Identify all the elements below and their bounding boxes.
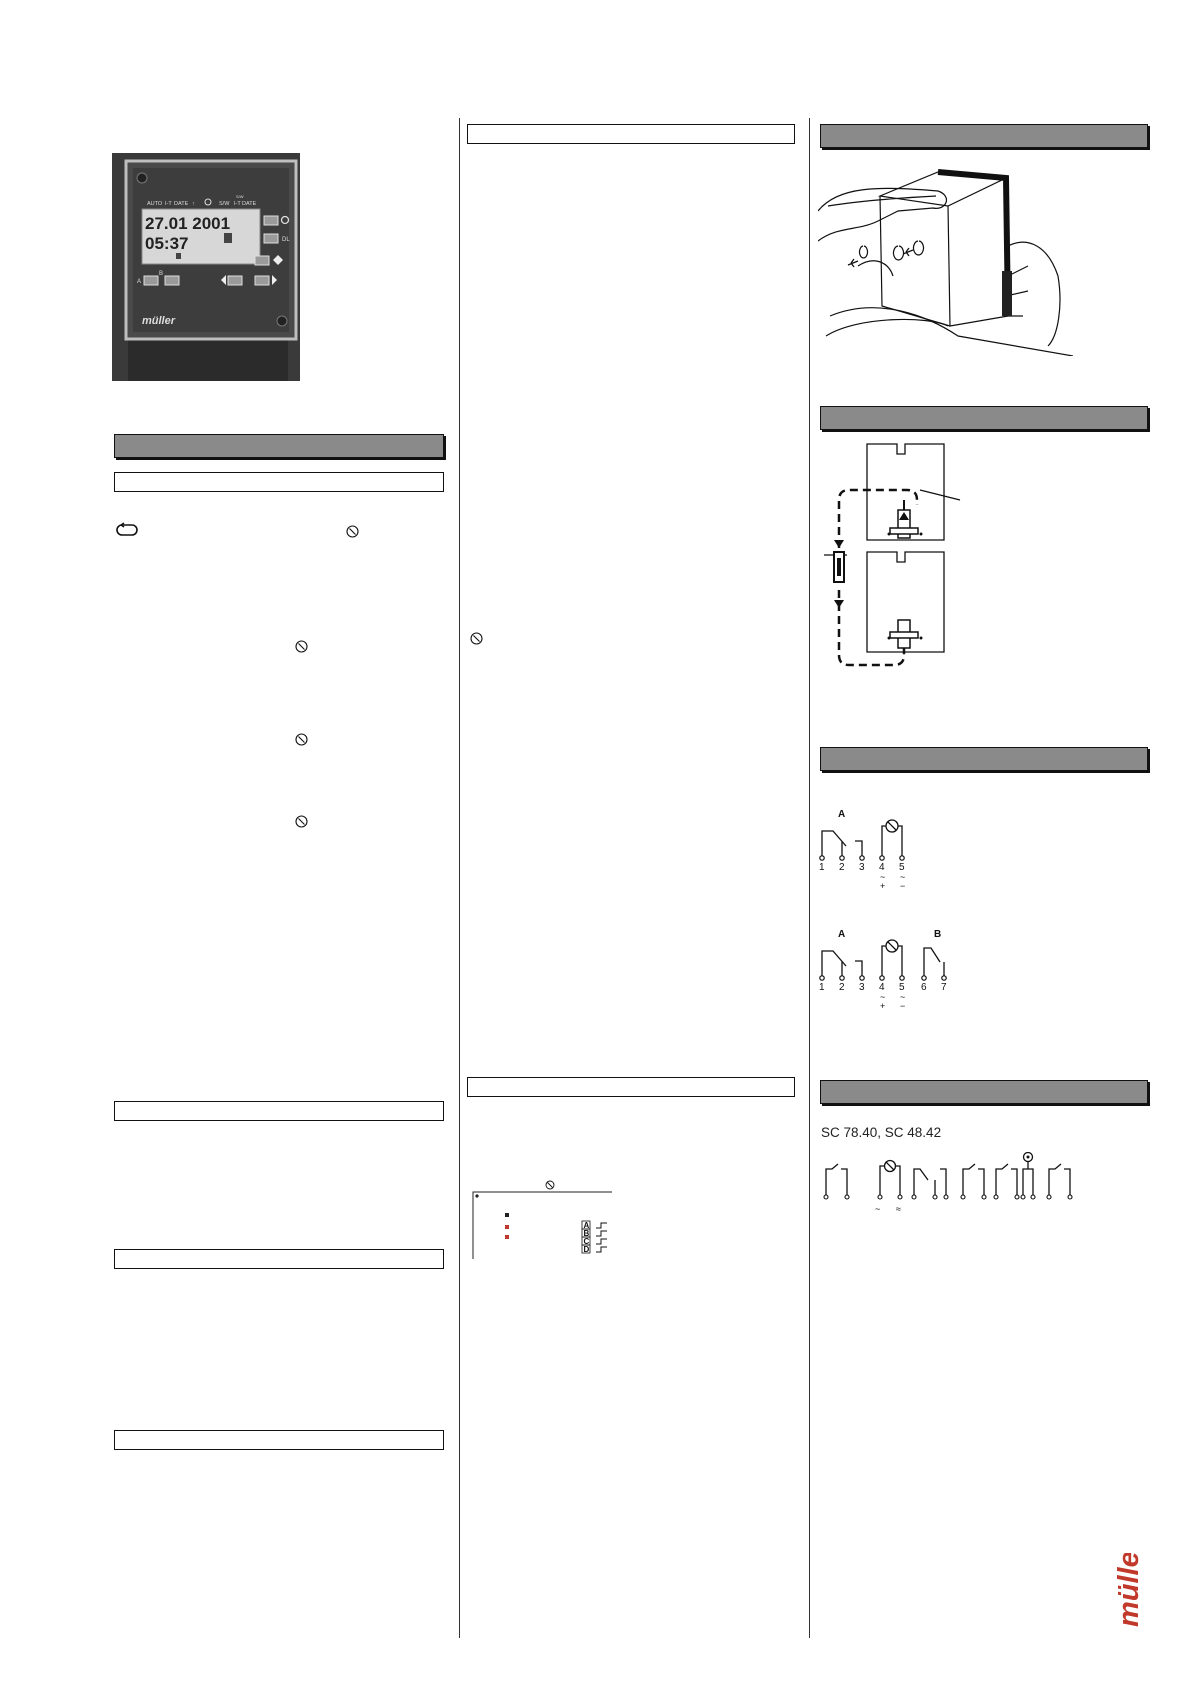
legend-dot-dark — [505, 1213, 509, 1217]
wiring-diagram-multi — [818, 1152, 1078, 1217]
supply-mark: − — [900, 1001, 906, 1011]
channel-label-b: B — [934, 929, 942, 940]
button-a[interactable] — [144, 276, 158, 285]
timer-symbol-icon — [470, 632, 483, 645]
subsection-header-5 — [467, 124, 795, 144]
loop-icon — [116, 522, 138, 538]
button-confirm[interactable] — [255, 256, 269, 265]
terminal-5: 5 — [899, 982, 905, 993]
rail-mount-diagram — [812, 440, 972, 680]
lcd-date: 27.01 2001 — [145, 214, 231, 233]
indicator-date: DATE — [174, 201, 189, 207]
program-legend — [472, 1178, 612, 1260]
indicator-date-2: DATE — [242, 201, 257, 207]
indicator-it-2: I-T — [234, 201, 241, 207]
subsection-header-4 — [114, 1430, 444, 1450]
legend-dot-red — [505, 1235, 509, 1239]
brand-logo — [1106, 1553, 1146, 1629]
legend-dot-red — [505, 1225, 509, 1229]
indicator-auto: AUTO — [147, 201, 163, 207]
label-dl: DL — [282, 237, 290, 243]
indicator-arrow: ↑ — [192, 201, 195, 207]
subsection-header-6 — [467, 1077, 795, 1097]
terminal-6: 6 — [921, 982, 927, 993]
channel-label-a: A — [838, 809, 846, 820]
legend-row-b: B — [583, 1229, 590, 1238]
wiring-diagram-2 — [815, 926, 965, 1021]
section-header-clip — [820, 406, 1148, 430]
subsection-header-3 — [114, 1249, 444, 1269]
supply-mark: ~ — [880, 992, 886, 1002]
timer-symbol-icon — [346, 525, 359, 538]
timer-symbol-icon — [295, 815, 308, 828]
legend-row-a: A — [583, 1221, 590, 1230]
supply-mark: + — [880, 881, 886, 891]
lcd-small-icon — [176, 253, 181, 259]
label-b: B — [159, 271, 164, 277]
supply-mark: ≈ — [896, 1204, 901, 1214]
brand-logo-text: müller — [1113, 1553, 1145, 1627]
terminal-4: 4 — [879, 862, 885, 873]
terminal-3: 3 — [859, 862, 865, 873]
section-header-models — [820, 1080, 1148, 1104]
terminal-5: 5 — [899, 862, 905, 873]
terminal-1: 1 — [819, 982, 825, 993]
device-logo: müller — [142, 315, 176, 327]
models-label: SC 78.40, SC 48.42 — [821, 1125, 942, 1140]
device-photo — [112, 153, 300, 381]
indicator-it: I-T — [165, 201, 172, 207]
terminal-1: 1 — [819, 862, 825, 873]
indicator-bracket-label: S/W — [236, 194, 244, 199]
supply-mark: ~ — [900, 992, 906, 1002]
indicator-sw: S/W — [219, 201, 230, 207]
timer-symbol-icon — [295, 733, 308, 746]
subsection-header-2 — [114, 1101, 444, 1121]
button-b[interactable] — [165, 276, 179, 285]
terminal-2: 2 — [839, 862, 845, 873]
terminal-7: 7 — [941, 982, 947, 993]
legend-row-c: C — [583, 1237, 590, 1246]
column-divider-right — [809, 118, 810, 1638]
legend-row-d: D — [583, 1245, 590, 1254]
button-left[interactable] — [228, 276, 242, 285]
button-loop[interactable] — [264, 216, 278, 225]
section-header-1 — [114, 434, 444, 458]
timer-symbol-icon — [295, 640, 308, 653]
terminal-2: 2 — [839, 982, 845, 993]
supply-mark: ~ — [880, 872, 886, 882]
label-a: A — [137, 279, 142, 285]
supply-mark: ~ — [900, 872, 906, 882]
wiring-diagram-1 — [815, 806, 925, 896]
lcd-time: 05:37 — [145, 234, 189, 253]
section-header-connection — [820, 747, 1148, 771]
column-divider-left — [459, 118, 460, 1638]
section-header-mounting — [820, 124, 1148, 148]
removal-illustration — [818, 166, 1073, 356]
subsection-header-1 — [114, 472, 444, 492]
button-right[interactable] — [255, 276, 269, 285]
channel-label-a: A — [838, 929, 846, 940]
supply-mark: − — [900, 881, 906, 891]
supply-mark: + — [880, 1001, 886, 1011]
supply-mark: ~ — [875, 1204, 881, 1214]
button-dl[interactable] — [264, 234, 278, 243]
terminal-4: 4 — [879, 982, 885, 993]
terminal-3: 3 — [859, 982, 865, 993]
